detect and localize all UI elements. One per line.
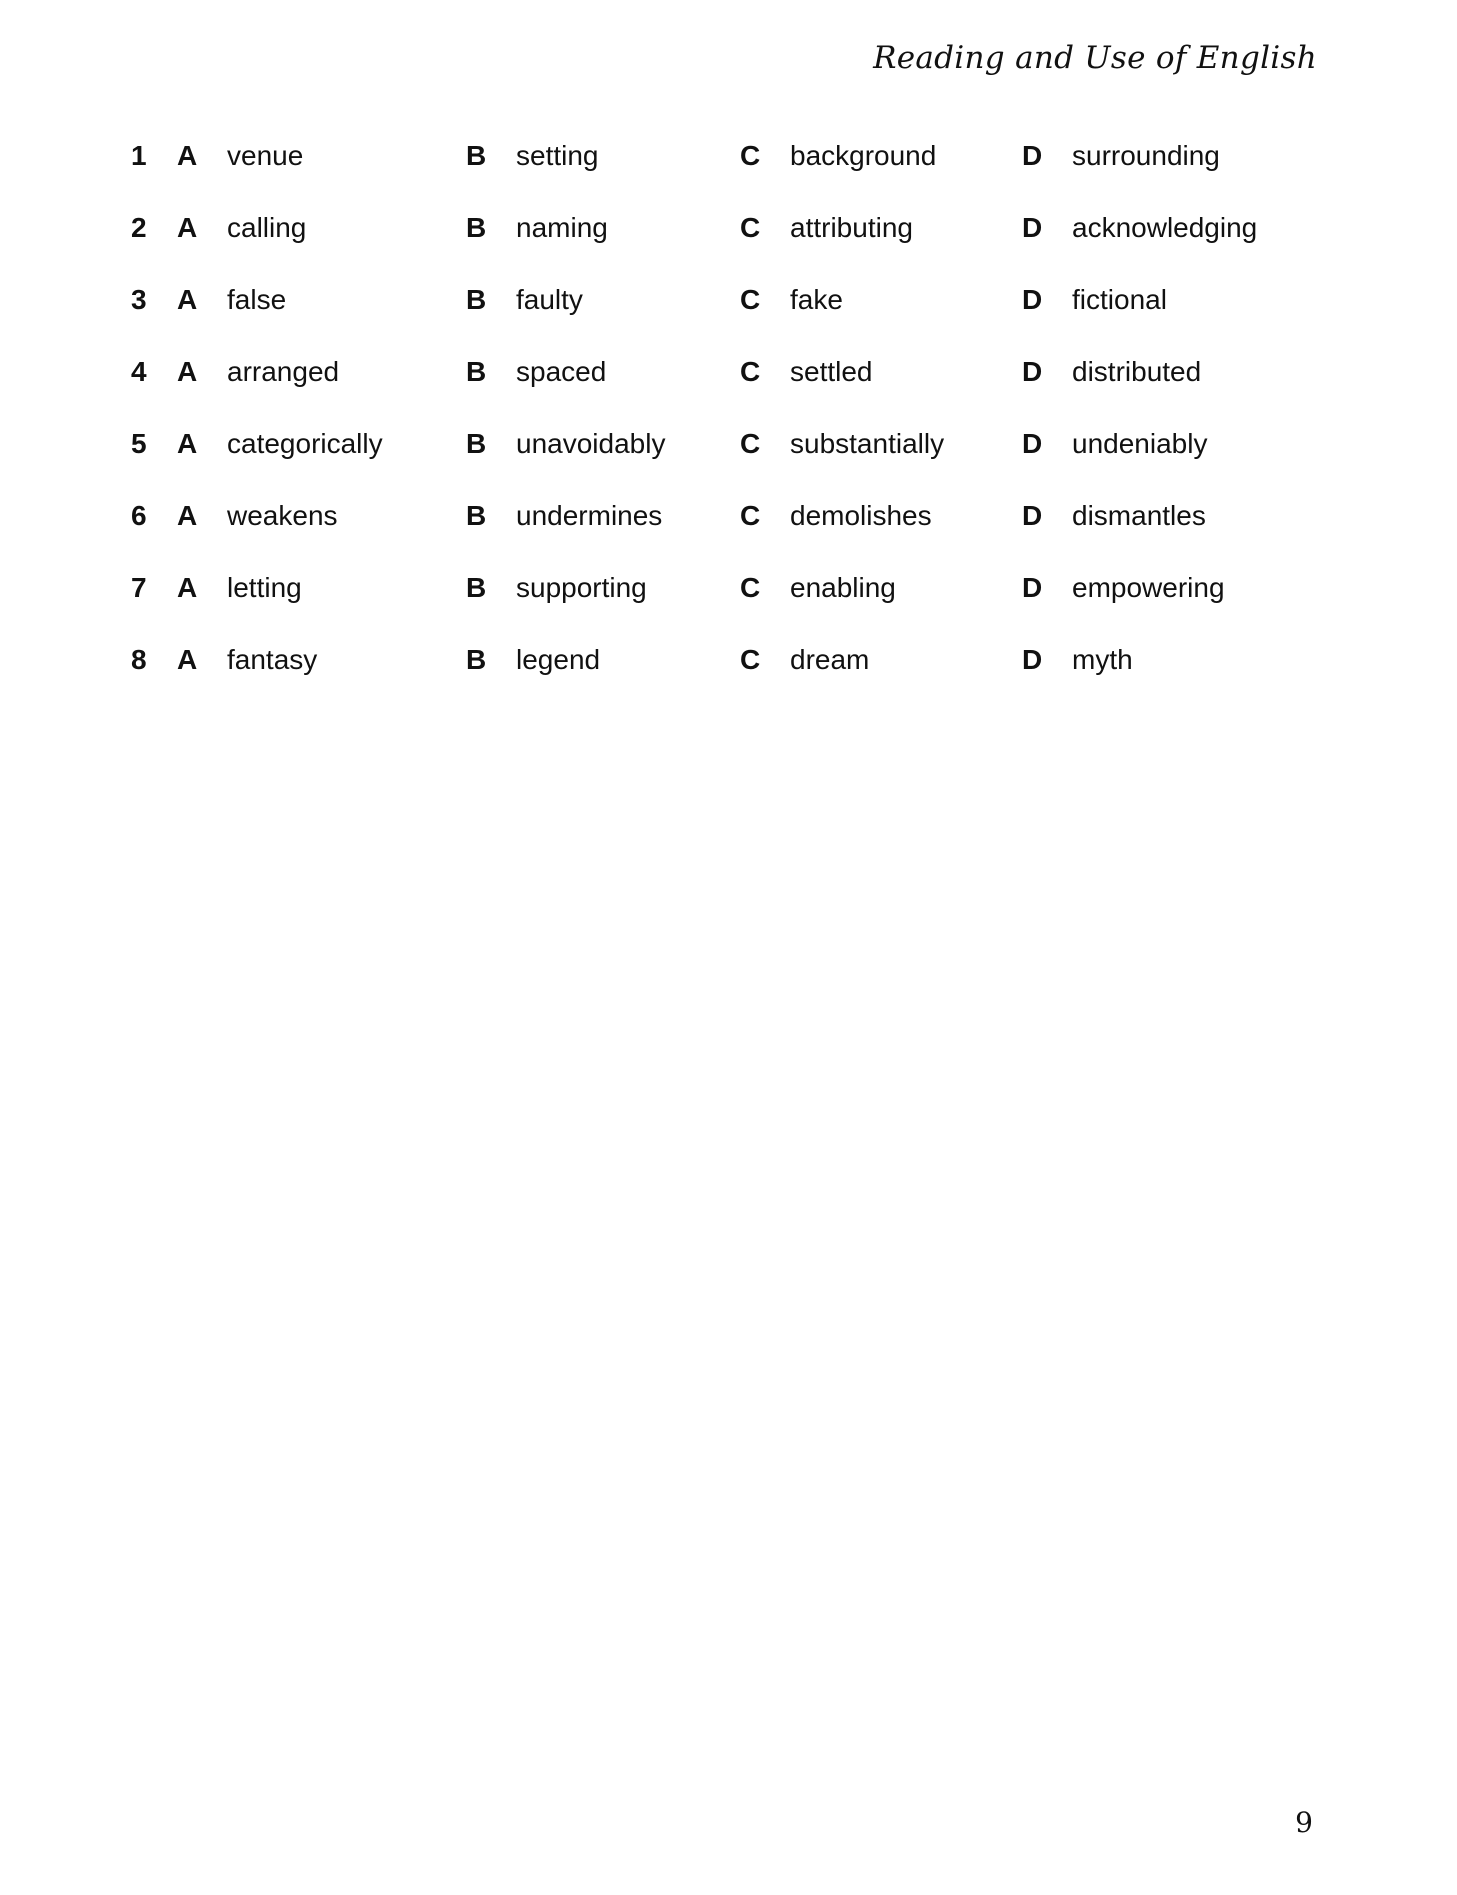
option-a: arranged: [227, 356, 340, 387]
option-c: dream: [790, 644, 870, 675]
option-a: false: [227, 284, 287, 315]
option-b: undermines: [516, 500, 663, 531]
option-c: fake: [790, 284, 843, 315]
question-number: 7: [131, 572, 147, 603]
option-letter-a: A: [177, 500, 198, 531]
option-letter-c: C: [740, 644, 761, 675]
option-letter-b: B: [466, 284, 487, 315]
option-d: surrounding: [1072, 140, 1220, 171]
question-number: 3: [131, 284, 147, 315]
option-letter-a: A: [177, 284, 198, 315]
option-letter-d: D: [1022, 644, 1043, 675]
option-letter-b: B: [466, 140, 487, 171]
question-row-2: [0, 210, 1457, 282]
question-number: 2: [131, 212, 147, 243]
option-letter-c: C: [740, 356, 761, 387]
option-c: attributing: [790, 212, 913, 243]
option-b: faulty: [516, 284, 583, 315]
option-letter-a: A: [177, 428, 198, 459]
option-c: background: [790, 140, 937, 171]
question-row-4: [0, 354, 1457, 426]
option-letter-d: D: [1022, 500, 1043, 531]
question-number: 5: [131, 428, 147, 459]
option-letter-c: C: [740, 572, 761, 603]
question-row-7: [0, 570, 1457, 642]
option-b: naming: [516, 212, 608, 243]
option-letter-a: A: [177, 140, 198, 171]
option-letter-a: A: [177, 644, 198, 675]
option-letter-c: C: [740, 284, 761, 315]
option-letter-b: B: [466, 500, 487, 531]
option-a: letting: [227, 572, 302, 603]
option-c: enabling: [790, 572, 896, 603]
option-a: weakens: [227, 500, 338, 531]
option-b: legend: [516, 644, 601, 675]
option-a: categorically: [227, 428, 383, 459]
question-row-6: [0, 498, 1457, 570]
option-a: fantasy: [227, 644, 318, 675]
option-letter-d: D: [1022, 572, 1043, 603]
option-d: fictional: [1072, 284, 1167, 315]
option-letter-b: B: [466, 572, 487, 603]
question-number: 6: [131, 500, 147, 531]
option-a: venue: [227, 140, 304, 171]
running-head: Reading and Use of English: [873, 40, 1317, 76]
option-b: spaced: [516, 356, 607, 387]
option-c: demolishes: [790, 500, 932, 531]
option-letter-d: D: [1022, 284, 1043, 315]
option-letter-d: D: [1022, 356, 1043, 387]
question-number: 4: [131, 356, 147, 387]
option-d: distributed: [1072, 356, 1202, 387]
question-list: [0, 138, 1457, 714]
option-d: undeniably: [1072, 428, 1208, 459]
option-b: unavoidably: [516, 428, 666, 459]
option-c: settled: [790, 356, 873, 387]
option-letter-b: B: [466, 356, 487, 387]
option-letter-b: B: [466, 644, 487, 675]
option-b: setting: [516, 140, 599, 171]
question-row-1: [0, 138, 1457, 210]
option-letter-a: A: [177, 212, 198, 243]
page-number: 9: [1295, 1806, 1313, 1839]
question-row-3: [0, 282, 1457, 354]
option-letter-d: D: [1022, 140, 1043, 171]
option-d: dismantles: [1072, 500, 1206, 531]
option-letter-a: A: [177, 356, 198, 387]
option-d: acknowledging: [1072, 212, 1258, 243]
option-letter-c: C: [740, 428, 761, 459]
option-letter-d: D: [1022, 428, 1043, 459]
option-letter-c: C: [740, 140, 761, 171]
option-b: supporting: [516, 572, 647, 603]
question-number: 8: [131, 644, 147, 675]
question-row-8: [0, 642, 1457, 714]
question-number: 1: [131, 140, 147, 171]
question-row-5: [0, 426, 1457, 498]
option-letter-d: D: [1022, 212, 1043, 243]
option-c: substantially: [790, 428, 945, 459]
option-letter-b: B: [466, 212, 487, 243]
option-letter-b: B: [466, 428, 487, 459]
option-letter-c: C: [740, 500, 761, 531]
option-letter-c: C: [740, 212, 761, 243]
option-d: empowering: [1072, 572, 1225, 603]
option-a: calling: [227, 212, 307, 243]
option-letter-a: A: [177, 572, 198, 603]
option-d: myth: [1072, 644, 1133, 675]
